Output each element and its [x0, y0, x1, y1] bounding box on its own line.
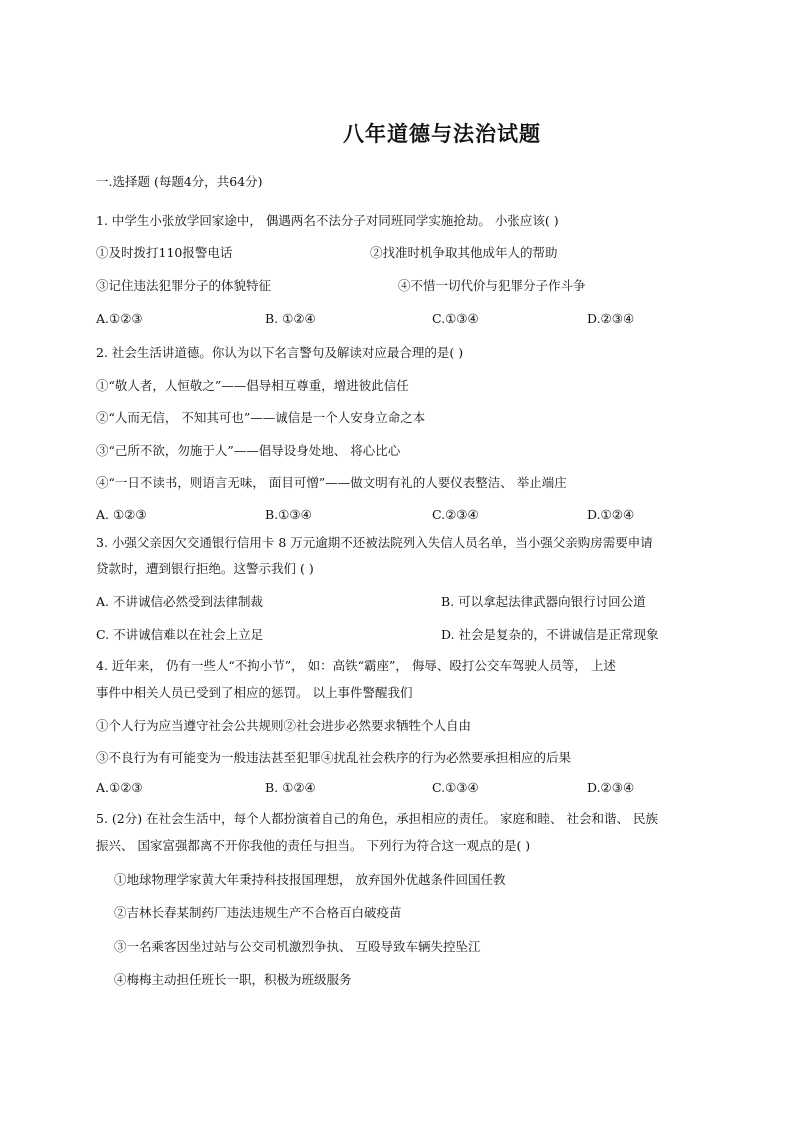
q1-statement-2: ②找准时机争取其他成年人的帮助: [370, 245, 558, 260]
q1-statement-4: ④不惜一切代价与犯罪分子作斗争: [398, 278, 586, 293]
section-heading: 一.选择题 (每题4分，共64分): [96, 174, 263, 189]
q3-option-b: B. 可以拿起法律武器向银行讨回公道: [441, 594, 646, 609]
q2-stem: 2. 社会生活讲道德。你认为以下名言警句及解读对应最合理的是( ): [96, 345, 464, 360]
q5-statement-3: ③一名乘客因坐过站与公交司机激烈争执、 互殴导致车辆失控坠江: [114, 939, 481, 954]
q2-option-c: C.②③④: [432, 507, 479, 522]
q3-option-a: A. 不讲诚信必然受到法律制裁: [96, 594, 263, 609]
q1-option-c: C.①③④: [432, 311, 479, 326]
q2-option-d: D.①②④: [587, 507, 635, 522]
q5-statement-4: ④梅梅主动担任班长一职，积极为班级服务: [114, 972, 352, 987]
q4-statements-3-4: ③不良行为有可能变为一般违法甚至犯罪④扰乱社会秩序的行为必然要承担相应的后果: [96, 750, 572, 765]
q2-option-a: A. ①②③: [96, 507, 147, 522]
q4-option-a: A.①②③: [96, 780, 143, 795]
q4-option-d: D.②③④: [587, 780, 635, 795]
q4-statements-1-2: ①个人行为应当遵守社会公共规则②社会进步必然要求牺牲个人自由: [96, 718, 472, 733]
q4-stem-line-1: 4. 近年来， 仍有一些人“不拘小节”， 如：高铁“霸座”， 侮辱、殴打公交车驾驶人员等， 上述: [96, 658, 616, 673]
q2-statement-4: ④“一日不读书，则语言无味， 面目可憎”——做文明有礼的人要仪表整洁、 举止端庄: [96, 475, 567, 490]
q4-option-c: C.①③④: [432, 780, 479, 795]
q2-statement-3: ③“己所不欲，勿施于人”——倡导设身处地、 将心比心: [96, 443, 401, 458]
q5-stem-line-1: 5. (2分) 在社会生活中，每个人都扮演着自己的角色，承担相应的责任。 家庭和睦、 社会和谐、 民族: [96, 811, 659, 826]
q5-statement-1: ①地球物理学家黄大年秉持科技报国理想， 放弃国外优越条件回国任教: [114, 872, 506, 887]
page-title: 八年道德与法治试题: [343, 121, 541, 146]
q1-statement-3: ③记住违法犯罪分子的体貌特征: [96, 278, 272, 293]
q2-option-b: B.①③④: [265, 507, 312, 522]
q5-statement-2: ②吉林长春某制药厂违法违规生产不合格百白破疫苗: [114, 905, 402, 920]
q1-option-d: D.②③④: [587, 311, 635, 326]
q1-statement-1: ①及时拨打110报警电话: [96, 245, 233, 260]
q1-stem: 1. 中学生小张放学回家途中， 偶遇两名不法分子对同班同学实施抢劫。 小张应该( ): [96, 213, 559, 228]
q4-option-b: B. ①②④: [265, 780, 316, 795]
q2-statement-2: ②“人而无信， 不知其可也”——诚信是一个人安身立命之本: [96, 410, 426, 425]
q5-stem-line-2: 振兴、 国家富强都离不开你我他的责任与担当。 下列行为符合这一观点的是( ): [96, 838, 531, 853]
q2-statement-1: ①“敬人者，人恒敬之”——倡导相互尊重，增进彼此信任: [96, 378, 409, 393]
q3-stem-line-1: 3. 小强父亲因欠交通银行信用卡 8 万元逾期不还被法院列入失信人员名单，当小强父亲购房需要申请: [96, 535, 653, 550]
q3-stem-line-2: 贷款时，遭到银行拒绝。这警示我们 ( ): [96, 561, 314, 576]
q4-stem-line-2: 事件中相关人员已受到了相应的惩罚。 以上事件警醒我们: [96, 685, 413, 700]
q1-option-a: A.①②③: [96, 311, 143, 326]
q3-option-c: C. 不讲诚信难以在社会上立足: [96, 627, 264, 642]
q1-option-b: B. ①②④: [265, 311, 316, 326]
q3-option-d: D. 社会是复杂的，不讲诚信是正常现象: [441, 627, 659, 642]
